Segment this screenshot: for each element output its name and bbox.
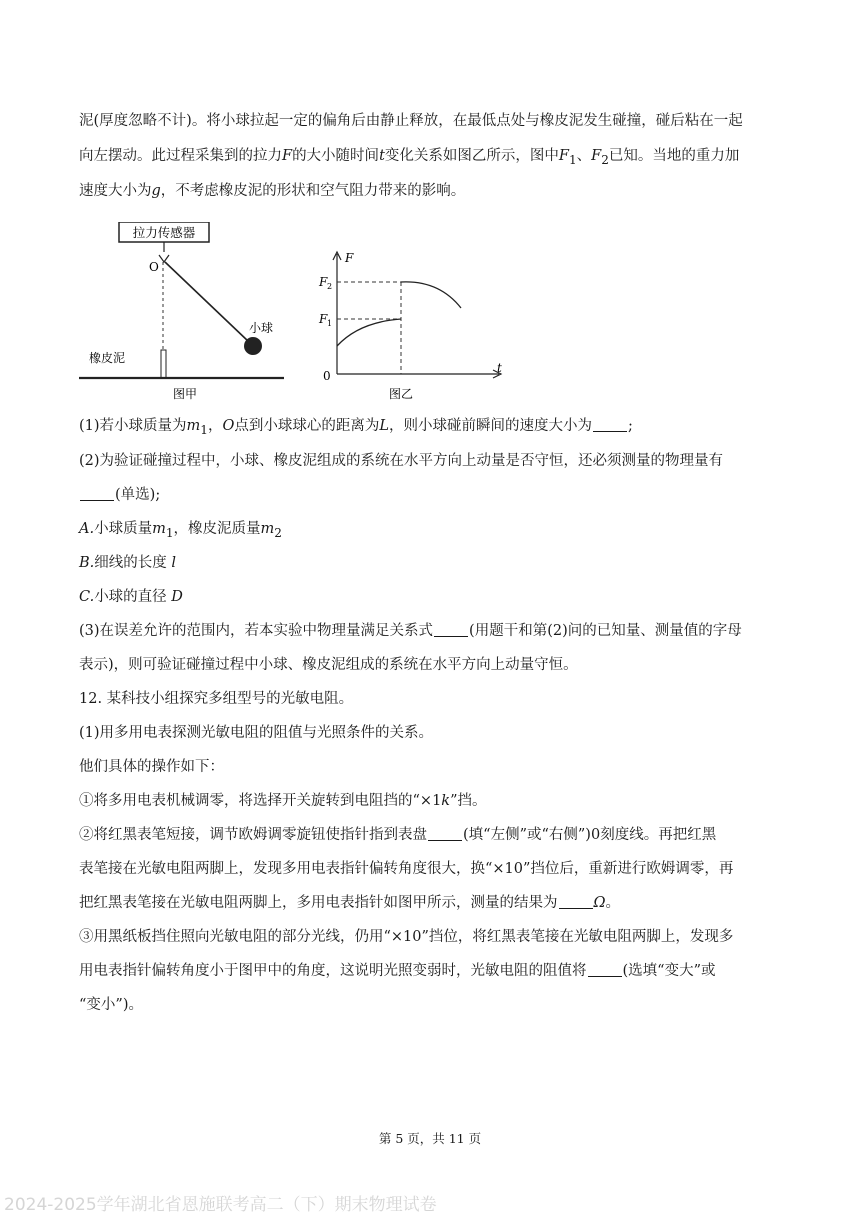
sensor-label: 拉力传感器 bbox=[132, 225, 196, 240]
question-12-intro: 他们具体的操作如下： bbox=[79, 759, 224, 775]
ball-label: 小球 bbox=[249, 321, 274, 335]
clay-label: 橡皮泥 bbox=[89, 351, 126, 365]
figure-svg bbox=[79, 222, 519, 402]
axis-t-label: t bbox=[497, 361, 502, 375]
f1-label: F bbox=[319, 312, 328, 326]
answer-blank[interactable] bbox=[80, 486, 114, 501]
f2-label: F bbox=[319, 275, 328, 289]
answer-blank[interactable] bbox=[559, 894, 593, 909]
question-3: 表示)，则可验证碰撞过程中小球、橡皮泥组成的系统在水平方向上动量守恒。 bbox=[79, 657, 578, 673]
axis-f-label: F bbox=[345, 251, 354, 265]
question-1: (1)若小球质量为$m_1$，O点到小球球心的距离为L，则小球碰前瞬间的速度大小为 ; bbox=[79, 418, 633, 437]
question-3: (3)在误差允许的范围内，若本实验中物理量满足关系式 (用题干和第(2)问的已知量、测量值的字母 bbox=[79, 623, 742, 639]
watermark: 2024-2025学年湖北省恩施联考高二（下）期末物理试卷 bbox=[4, 1195, 437, 1215]
paragraph-line: 泥(厚度忽略不计)。将小球拉起一定的偏角后由静止释放，在最低点处与橡皮泥发生碰撞，碰后粘在一起 bbox=[79, 113, 743, 129]
clay bbox=[161, 350, 166, 378]
figure-b bbox=[318, 251, 502, 401]
caption-b: 图乙 bbox=[388, 387, 414, 401]
step-2: ②将红黑表笔短接，调节欧姆调零旋钮使指针指到表盘 (填“左侧”或“右侧”)0刻度线。再把红黑 bbox=[79, 827, 717, 843]
step-1: ①将多用电表机械调零，将选择开关旋转到电阻挡的“×1k”挡。 bbox=[79, 793, 487, 809]
question-12-sub1: (1)用多用电表探测光敏电阻的阻值与光照条件的关系。 bbox=[79, 725, 434, 741]
step-3: “变小”)。 bbox=[79, 997, 143, 1013]
paragraph-line: 速度大小为g，不考虑橡皮泥的形状和空气阻力带来的影响。 bbox=[79, 183, 466, 199]
figure-a bbox=[79, 222, 284, 401]
caption-a: 图甲 bbox=[172, 387, 198, 401]
paragraph-line: 向左摆动。此过程采集到的拉力F的大小随时间t变化关系如图乙所示，图中$F_1$、$F_2$已知。当地的重力加 bbox=[79, 148, 740, 167]
step-2: 把红黑表笔接在光敏电阻两脚上，多用电表指针如图甲所示，测量的结果为 Ω。 bbox=[79, 895, 621, 911]
string bbox=[165, 262, 249, 342]
page-footer: 第 5 页，共 11 页 bbox=[378, 1131, 482, 1146]
curve-after bbox=[401, 282, 461, 308]
step-2: 表笔接在光敏电阻两脚上，发现多用电表指针偏转角度很大，换“×10”挡位后，重新进行欧姆调零，再 bbox=[79, 861, 734, 877]
answer-blank[interactable] bbox=[434, 622, 468, 637]
option-a: A.小球质量$m_1$，橡皮泥质量$m_2$ bbox=[79, 521, 282, 540]
question-2: (2)为验证碰撞过程中，小球、橡皮泥组成的系统在水平方向上动量是否守恒，还必须测量的物理量有 bbox=[79, 453, 724, 469]
question-12-title: 12. 某科技小组探究多组型号的光敏电阻。 bbox=[79, 691, 354, 707]
answer-blank[interactable] bbox=[593, 417, 627, 432]
answer-blank[interactable] bbox=[588, 962, 622, 977]
curve-before bbox=[337, 319, 401, 346]
step-3: 用电表指针偏转角度小于图甲中的角度，这说明光照变弱时，光敏电阻的阻值将 (选填“变大”或 bbox=[79, 963, 716, 979]
svg-text:1: 1 bbox=[327, 319, 333, 328]
question-2: (单选); bbox=[79, 485, 160, 505]
svg-text:2: 2 bbox=[327, 282, 333, 291]
origin-label: 0 bbox=[323, 369, 331, 383]
experiment-figure bbox=[79, 222, 519, 402]
ball bbox=[244, 337, 262, 355]
option-b: B.细线的长度 l bbox=[79, 555, 177, 571]
step-3: ③用黑纸板挡住照向光敏电阻的部分光线，仍用“×10”挡位，将红黑表笔接在光敏电阻两脚上，发现多 bbox=[79, 929, 734, 945]
point-o-label: O bbox=[149, 260, 159, 274]
option-c: C.小球的直径 D bbox=[79, 589, 183, 605]
answer-blank[interactable] bbox=[428, 826, 462, 841]
